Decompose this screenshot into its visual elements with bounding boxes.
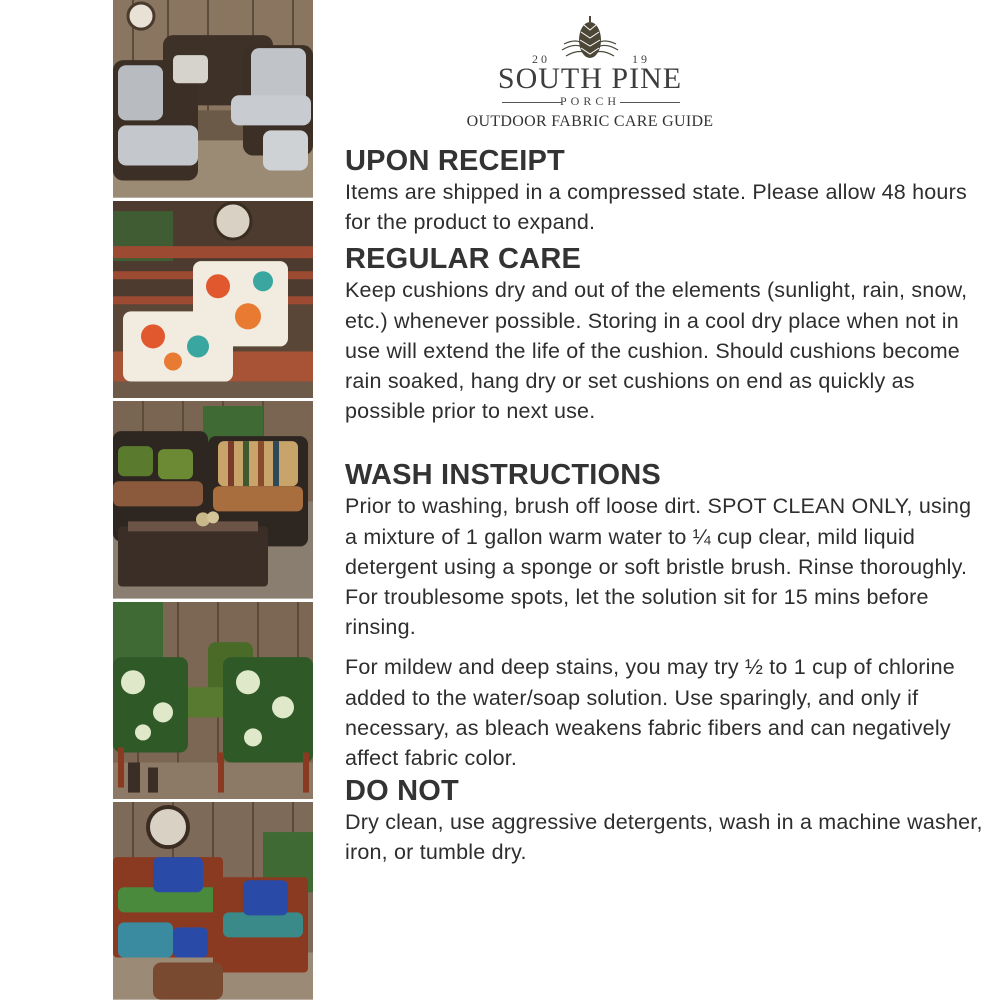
photo-leaf-print-chairs — [113, 602, 313, 800]
text-upon-receipt: Items are shipped in a compressed state. Please allow 48 hours for the product to expand. — [345, 180, 967, 235]
photo-strip — [113, 0, 313, 1000]
photo-wicker-gray-cushions — [113, 0, 313, 198]
brand-name: SOUTH PINE — [497, 62, 683, 95]
text-wash-instructions-1: Prior to washing, brush off loose dirt. SPOT CLEAN ONLY, using a mixture of 1 gallon warm water to ¼ cup clear, mild liquid detergent using a sponge or soft bristle brush. Rinse thoroughly. For troublesome spots, let the solution sit for 15 mins before rinsing. — [345, 494, 972, 640]
brand-logo — [440, 10, 740, 135]
text-regular-care: Keep cushions dry and out of the elements (sunlight, rain, snow, etc.) whenever possible. Storing in a cool dry place when not in use will extend the life of the cushion. Should cushions become rain soaked, hang dry or set cushions on end as quickly as possible prior to next use. — [345, 278, 968, 424]
photo-bench-floral-pillows — [113, 201, 313, 399]
brand-sub: PORCH — [559, 94, 620, 108]
pinecone-icon — [560, 10, 620, 65]
year-left: 20 — [532, 52, 550, 66]
divider-right — [620, 102, 680, 103]
text-do-not: Dry clean, use aggressive detergents, wash in a machine washer, iron, or tumble dry. — [345, 810, 983, 865]
heading-do-not: DO NOT — [345, 775, 459, 808]
photo-stripe-cushions-table — [113, 401, 313, 599]
heading-wash-instructions: WASH INSTRUCTIONS — [345, 459, 661, 492]
care-guide-content — [345, 145, 985, 868]
guide-title: OUTDOOR FABRIC CARE GUIDE — [466, 113, 714, 130]
text-wash-instructions-2: For mildew and deep stains, you may try ½ to 1 cup of chlorine added to the water/soap solution. Use sparingly, and only if necessary, as bleach weakens fabric fibers and can negatively affect fabric color. — [345, 655, 955, 771]
heading-regular-care: REGULAR CARE — [345, 243, 582, 276]
photo-blue-green-cushions — [113, 802, 313, 1000]
heading-upon-receipt: UPON RECEIPT — [345, 145, 565, 177]
year-right: 19 — [632, 52, 650, 66]
